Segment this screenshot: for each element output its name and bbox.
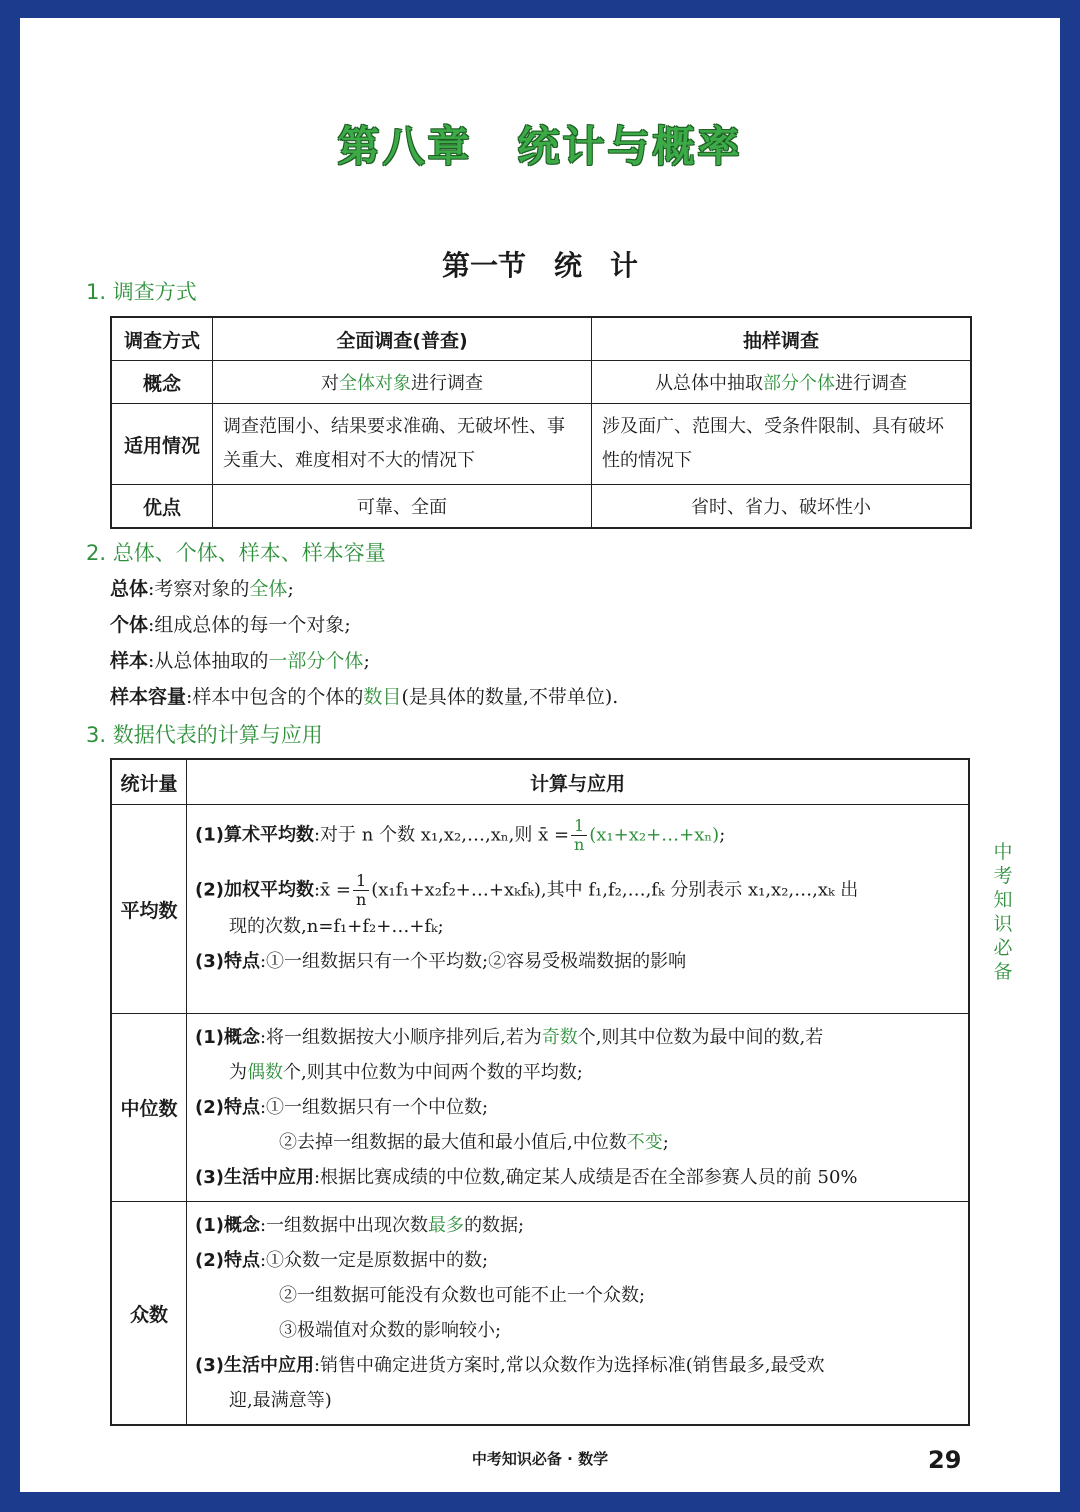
table-header: 抽样调查 <box>592 317 972 361</box>
mode-line-1: (1)概念:一组数据中出现次数最多的数据; <box>195 1215 525 1236</box>
table-row <box>111 404 971 485</box>
median-line-4: ②去掉一组数据的最大值和最小值后,中位数不变; <box>279 1132 669 1153</box>
statistics-table <box>110 758 970 1426</box>
median-line-2: 为偶数个,则其中位数为中间两个数的平均数; <box>229 1062 583 1083</box>
mode-line-5: (3)生活中应用:销售中确定进货方案时,常以众数作为选择标准(销售最多,最受欢 <box>195 1355 825 1376</box>
definition-population: 总体:考察对象的全体; <box>110 578 294 600</box>
table-header: 统计量 <box>111 759 187 805</box>
footer: 中考知识必备 · 数学 <box>471 1450 609 1468</box>
table-row-mode <box>111 1202 969 1426</box>
mean-line-1: (1)算术平均数:对于 n 个数 x₁,x₂,…,xₙ,则 x̄ = $\frac{1}{n}$ (x₁+x₂+…+xₙ); <box>195 816 726 854</box>
mode-content <box>187 1202 970 1426</box>
row-label-mode: 众数 <box>111 1202 187 1426</box>
row-label: 适用情况 <box>111 404 213 485</box>
table-cell: 对全体对象进行调查 <box>213 361 592 404</box>
mean-line-2: (2)加权平均数:x̄ = $\frac{1}{n}$ (x₁f₁+x₂f₂+…+xₖfₖ),其中 f₁,f₂,…,fₖ 分别表示 x₁,x₂,…,xₖ 出 <box>195 871 859 909</box>
row-label: 优点 <box>111 485 213 529</box>
page-number: 29 <box>928 1446 962 1474</box>
definition-sample-size: 样本容量:样本中包含的个体的数目(是具体的数量,不带单位). <box>110 686 619 708</box>
table-cell: 涉及面广、范围大、受条件限制、具有破坏性的情况下 <box>592 404 972 485</box>
table-header: 全面调查(普查) <box>213 317 592 361</box>
median-line-3: (2)特点:①一组数据只有一个中位数; <box>195 1097 489 1118</box>
table-cell: 可靠、全面 <box>213 485 592 529</box>
table-row-mean <box>111 805 969 1014</box>
row-label: 概念 <box>111 361 213 404</box>
page <box>20 18 1060 1492</box>
median-line-5: (3)生活中应用:根据比赛成绩的中位数,确定某人成绩是否在全部参赛人员的前 50% <box>195 1167 858 1188</box>
row-label-mean: 平均数 <box>111 805 187 1014</box>
table-row <box>111 485 971 529</box>
table-cell: 省时、省力、破坏性小 <box>592 485 972 529</box>
mean-line-3: 现的次数,n=f₁+f₂+…+fₖ; <box>229 916 444 937</box>
chapter-title: 第八章 统计与概率 <box>337 122 743 171</box>
fraction: $\frac{1}{n}$ <box>353 872 369 909</box>
fraction: $\frac{1}{n}$ <box>571 817 587 854</box>
heading-survey-methods: 1. 调查方式 <box>86 280 197 304</box>
table-header-row <box>111 317 971 361</box>
mode-line-4: ③极端值对众数的影响较小; <box>279 1320 502 1341</box>
survey-methods-table <box>110 316 972 529</box>
mean-content <box>187 805 970 1014</box>
side-tag: 中考知识必备 <box>993 841 1013 983</box>
median-content <box>187 1014 970 1202</box>
heading-data-representatives: 3. 数据代表的计算与应用 <box>86 723 323 747</box>
definition-individual: 个体:组成总体的每一个对象; <box>110 614 351 636</box>
table-cell: 从总体中抽取部分个体进行调查 <box>592 361 972 404</box>
table-row-median <box>111 1014 969 1202</box>
mode-line-3: ②一组数据可能没有众数也可能不止一个众数; <box>279 1285 646 1306</box>
table-header: 调查方式 <box>111 317 213 361</box>
table-header-row <box>111 759 969 805</box>
table-header: 计算与应用 <box>187 759 970 805</box>
section-title: 第一节 统 计 <box>441 249 638 282</box>
mean-line-4: (3)特点:①一组数据只有一个平均数;②容易受极端数据的影响 <box>195 951 687 972</box>
mode-line-2: (2)特点:①众数一定是原数据中的数; <box>195 1250 489 1271</box>
definition-sample: 样本:从总体抽取的一部分个体; <box>110 650 370 672</box>
table-cell: 调查范围小、结果要求准确、无破坏性、事关重大、难度相对不大的情况下 <box>213 404 592 485</box>
heading-population-sample: 2. 总体、个体、样本、样本容量 <box>86 541 386 565</box>
median-line-1: (1)概念:将一组数据按大小顺序排列后,若为奇数个,则其中位数为最中间的数,若 <box>195 1027 824 1048</box>
table-row <box>111 361 971 404</box>
row-label-median: 中位数 <box>111 1014 187 1202</box>
mode-line-6: 迎,最满意等) <box>229 1390 332 1411</box>
